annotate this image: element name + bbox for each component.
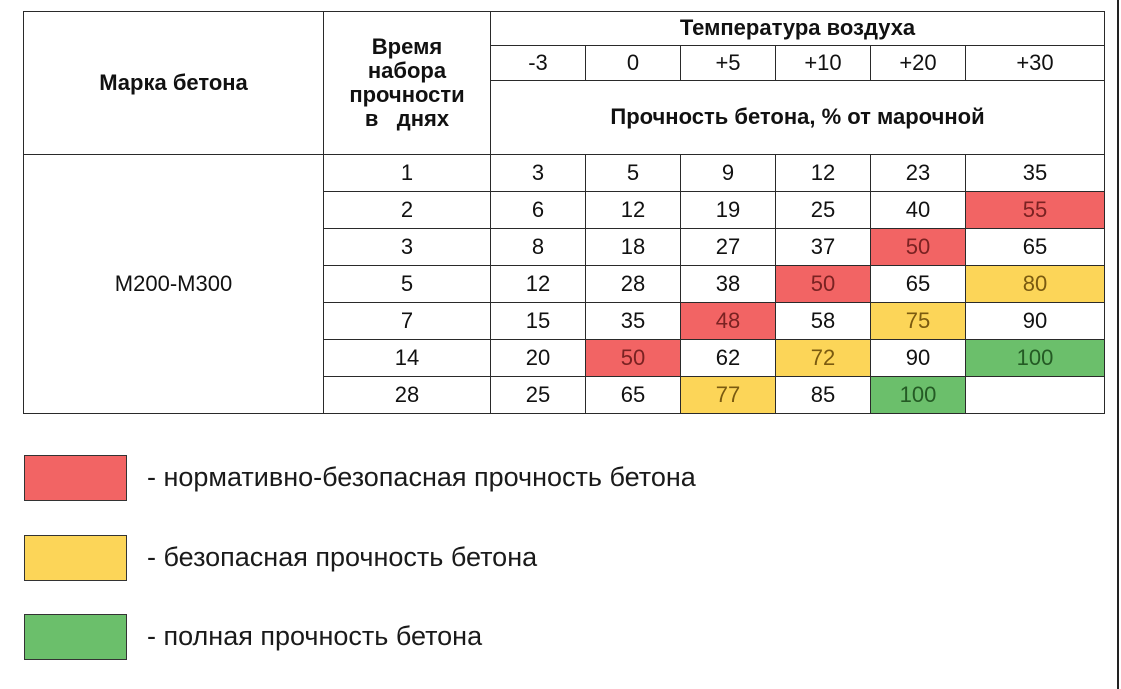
strength-value-cell: 38 bbox=[681, 266, 776, 303]
strength-value-cell: 62 bbox=[681, 340, 776, 377]
legend-item bbox=[24, 535, 1024, 583]
temperature-header-cell: +10 bbox=[776, 46, 871, 81]
strength-value-cell: 12 bbox=[586, 192, 681, 229]
legend-item bbox=[24, 455, 1024, 503]
time-header-line: в днях bbox=[364, 106, 450, 132]
strength-value-cell: 18 bbox=[586, 229, 681, 266]
strength-value-cell: 8 bbox=[491, 229, 586, 266]
strength-value-cell: 48 bbox=[681, 303, 776, 340]
time-header-line: Время bbox=[371, 33, 443, 59]
temperature-header-cell: -3 bbox=[491, 46, 586, 81]
legend-text: - безопасная прочность бетона bbox=[147, 542, 538, 572]
strength-value-cell: 50 bbox=[871, 229, 966, 266]
time-header-line: прочности bbox=[349, 82, 465, 107]
strength-percent-header: Прочность бетона, % от марочной bbox=[491, 81, 1105, 155]
strength-value-cell: 37 bbox=[776, 229, 871, 266]
strength-value-cell: 55 bbox=[966, 192, 1105, 229]
strength-value-cell: 27 bbox=[681, 229, 776, 266]
days-cell: 5 bbox=[324, 266, 491, 303]
days-cell: 14 bbox=[324, 340, 491, 377]
strength-value-cell: 85 bbox=[776, 377, 871, 414]
days-cell: 1 bbox=[324, 155, 491, 192]
frame-border bbox=[1117, 0, 1119, 689]
strength-value-cell: 12 bbox=[491, 266, 586, 303]
strength-value-cell: 100 bbox=[966, 340, 1105, 377]
strength-value-cell: 15 bbox=[491, 303, 586, 340]
strength-value-cell: 65 bbox=[586, 377, 681, 414]
strength-value-cell: 19 bbox=[681, 192, 776, 229]
days-cell: 3 bbox=[324, 229, 491, 266]
days-cell: 7 bbox=[324, 303, 491, 340]
strength-value-cell: 23 bbox=[871, 155, 966, 192]
strength-value-cell: 80 bbox=[966, 266, 1105, 303]
strength-value-cell: 9 bbox=[681, 155, 776, 192]
strength-value-cell bbox=[966, 377, 1105, 414]
legend-swatch bbox=[24, 535, 127, 581]
concrete-strength-table bbox=[23, 11, 1105, 414]
temperature-header-cell: +30 bbox=[966, 46, 1105, 81]
strength-value-cell: 25 bbox=[491, 377, 586, 414]
strength-value-cell: 6 bbox=[491, 192, 586, 229]
strength-value-cell: 50 bbox=[776, 266, 871, 303]
strength-value-cell: 77 bbox=[681, 377, 776, 414]
legend-swatch bbox=[24, 614, 127, 660]
time-header-line: набора bbox=[367, 57, 447, 83]
grade-header: Марка бетона bbox=[24, 12, 324, 155]
temperature-header-cell: +20 bbox=[871, 46, 966, 81]
temperature-header-cell: 0 bbox=[586, 46, 681, 81]
strength-value-cell: 100 bbox=[871, 377, 966, 414]
legend-text: - нормативно-безопасная прочность бетона bbox=[147, 462, 696, 492]
legend-swatch bbox=[24, 455, 127, 501]
strength-value-cell: 40 bbox=[871, 192, 966, 229]
strength-value-cell: 3 bbox=[491, 155, 586, 192]
legend-text: - полная прочность бетона bbox=[147, 621, 483, 651]
strength-value-cell: 5 bbox=[586, 155, 681, 192]
temperature-header-cell: +5 bbox=[681, 46, 776, 81]
strength-value-cell: 72 bbox=[776, 340, 871, 377]
days-cell: 28 bbox=[324, 377, 491, 414]
strength-value-cell: 65 bbox=[966, 229, 1105, 266]
strength-value-cell: 25 bbox=[776, 192, 871, 229]
time-header bbox=[324, 12, 491, 155]
strength-value-cell: 20 bbox=[491, 340, 586, 377]
air-temperature-header: Температура воздуха bbox=[491, 12, 1105, 46]
days-cell: 2 bbox=[324, 192, 491, 229]
strength-value-cell: 50 bbox=[586, 340, 681, 377]
strength-value-cell: 58 bbox=[776, 303, 871, 340]
legend-item bbox=[24, 614, 1024, 662]
strength-value-cell: 12 bbox=[776, 155, 871, 192]
strength-value-cell: 65 bbox=[871, 266, 966, 303]
table-row bbox=[24, 155, 1105, 192]
strength-value-cell: 28 bbox=[586, 266, 681, 303]
grade-cell: М200-М300 bbox=[24, 155, 324, 414]
strength-value-cell: 75 bbox=[871, 303, 966, 340]
strength-value-cell: 35 bbox=[586, 303, 681, 340]
strength-value-cell: 90 bbox=[871, 340, 966, 377]
strength-value-cell: 35 bbox=[966, 155, 1105, 192]
strength-value-cell: 90 bbox=[966, 303, 1105, 340]
